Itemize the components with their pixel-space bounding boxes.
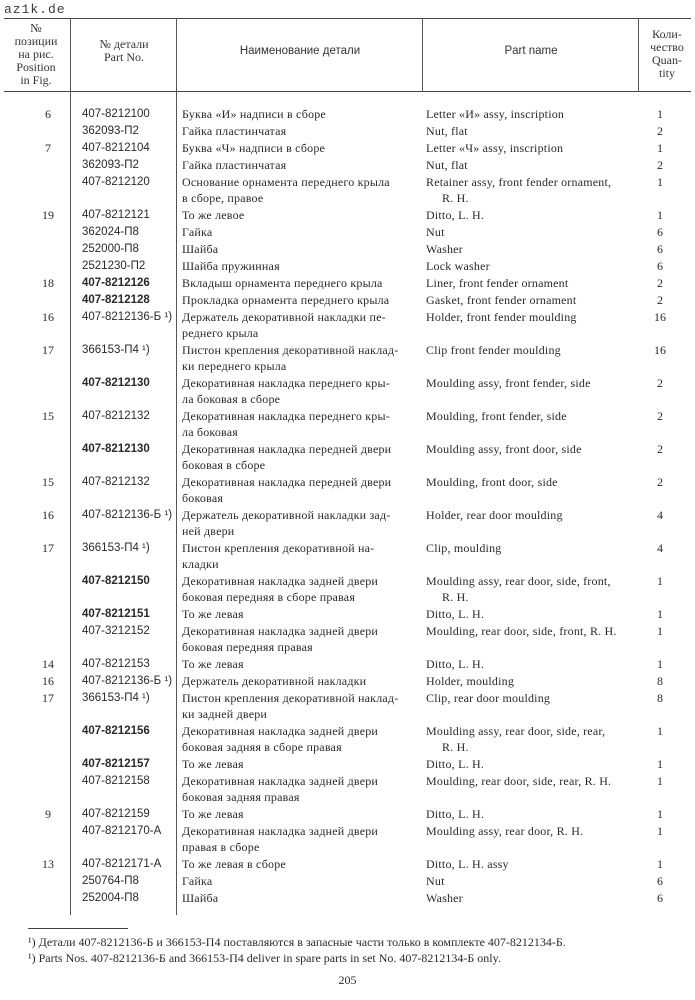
table-row [0,375,695,407]
part-name-ru-line: Держатель декоративной накладки [182,674,367,688]
part-number: 366153-П4 ¹) [82,692,150,704]
part-name-ru [182,673,418,689]
table-row [0,823,695,855]
part-name-ru [182,258,418,274]
part-name-ru [182,309,418,341]
table-row [0,106,695,122]
part-name-en-line: R. H. [442,590,469,604]
part-name-ru-line: Гайка пластинчатая [182,124,287,138]
part-name-ru-line: Пистон крепления декоративной на- [182,541,375,555]
footnote-ru: ¹) Детали 407-8212136-Б и 366153-П4 поставляются в запасные части только в комплекте 407-8212134-Б. [28,935,566,949]
table-row [0,207,695,223]
part-name-ru-line: То же левая в сборе [182,857,286,871]
part-name-ru [182,275,418,291]
footnote-rule [28,928,128,929]
position-number: 17 [42,691,54,705]
part-number: 362093-П2 [82,125,139,137]
part-name-en [426,823,644,839]
quantity: 1 [657,624,663,638]
part-name-ru-line: Буква «Ч» надписи в сборе [182,141,326,155]
position-number: 17 [42,541,54,555]
part-name-ru [182,375,418,407]
part-name-ru-line: То же левая [182,757,244,771]
part-name-en-line: Lock washer [426,259,490,273]
table-row [0,756,695,772]
part-name-en-line: Ditto, L. H. [426,807,485,821]
quantity: 2 [657,376,663,390]
part-name-ru [182,856,418,872]
part-name-ru [182,207,418,223]
quantity: 1 [657,657,663,671]
position-number: 15 [42,409,54,423]
part-name-en [426,258,644,274]
quantity: 2 [657,124,663,138]
part-name-ru [182,408,418,440]
table-row [0,258,695,274]
part-name-ru-line: в сборе, правое [182,191,264,205]
part-name-en [426,474,644,490]
part-number: 407-8212150 [82,575,150,587]
quantity: 1 [657,857,663,871]
part-number: 407-8212126 [82,277,150,289]
part-name-en-line: Nut [426,874,445,888]
header-ru-name: Наименование детали [239,45,361,57]
quantity: 1 [657,807,663,821]
part-number: 407-8212159 [82,808,150,820]
part-name-ru-line: Декоративная накладка передней двери [182,442,392,456]
part-name-en [426,606,644,622]
part-number: 407-8212132 [82,476,150,488]
part-name-en [426,292,644,308]
part-name-ru-line: кладки [182,557,219,571]
part-number: 407-8212128 [82,294,150,306]
part-name-ru [182,806,418,822]
part-name-en-line: Washer [426,891,463,905]
part-number: 407-3212152 [82,625,150,637]
part-name-en [426,890,644,906]
part-name-ru-line: Пистон крепления декоративной наклад- [182,691,399,705]
part-name-en-line: Moulding, rear door, side, rear, R. H. [426,774,612,788]
quantity: 4 [657,508,663,522]
part-name-ru [182,723,418,755]
quantity: 2 [657,409,663,423]
part-number: 407-8212136-Б ¹) [82,509,173,521]
part-name-en [426,174,644,206]
part-name-en-line: Moulding, rear door, side, front, R. H. [426,624,617,638]
quantity: 1 [657,824,663,838]
quantity: 2 [657,475,663,489]
part-name-ru-line: Декоративная накладка задней двери [182,574,379,588]
quantity: 6 [657,242,663,256]
quantity: 6 [657,259,663,273]
quantity: 8 [657,691,663,705]
position-number: 17 [42,343,54,357]
part-name-ru-line: боковая передняя в сборе правая [182,590,356,604]
part-name-ru-line: боковая задняя в сборе правая [182,740,342,754]
table-row [0,342,695,374]
part-number: 362024-П8 [82,226,139,238]
header-part-no: № детали Part No. [99,37,149,64]
part-name-en [426,723,644,755]
part-name-en-line: Liner, front fender ornament [426,276,569,290]
part-name-en-line: Washer [426,242,463,256]
part-name-ru [182,690,418,722]
part-name-en-line: Ditto, L. H. assy [426,857,509,871]
part-name-ru [182,507,418,539]
header-en-name: Part name [504,45,558,57]
part-name-en-line: Moulding assy, front fender, side [426,376,591,390]
part-number: 407-8212132 [82,410,150,422]
column-divider [70,18,71,92]
table-row [0,540,695,572]
part-number: 407-8212100 [82,108,150,120]
position-number: 16 [42,508,54,522]
part-name-ru [182,123,418,139]
part-name-ru-line: Буква «И» надписи в сборе [182,107,326,121]
part-name-ru-line: ней двери [182,524,235,538]
part-name-ru-line: Основание орнамента переднего крыла [182,175,390,189]
part-name-en-line: Nut, flat [426,158,468,172]
part-number: 407-8212157 [82,758,150,770]
table-row [0,606,695,622]
part-name-ru-line: То же левая [182,607,244,621]
quantity: 1 [657,175,663,189]
part-number: 407-8212136-Б ¹) [82,675,173,687]
part-number: 407-8212130 [82,443,150,455]
quantity: 1 [657,107,663,121]
part-name-ru [182,224,418,240]
part-name-ru [182,342,418,374]
part-name-en [426,673,644,689]
part-name-ru [182,241,418,257]
part-number: 407-8212171-А [82,858,162,870]
table-row [0,241,695,257]
part-name-en [426,441,644,457]
part-name-en-line: Holder, front fender moulding [426,310,577,324]
part-name-en-line: Nut [426,225,445,239]
part-number: 407-8212136-Б ¹) [82,311,173,323]
part-name-en [426,540,644,556]
table-row [0,275,695,291]
part-number: 407-8212153 [82,658,150,670]
quantity: 4 [657,541,663,555]
part-number: 252000-П8 [82,243,139,255]
quantity: 6 [657,891,663,905]
quantity: 6 [657,225,663,239]
part-name-ru-line: Декоративная накладка задней двери [182,774,379,788]
part-number: 362093-П2 [82,159,139,171]
part-number: 407-8212170-А [82,825,162,837]
part-number: 407-8212120 [82,176,150,188]
part-name-en-line: Clip front fender moulding [426,343,561,357]
part-number: 407-8212158 [82,775,150,787]
quantity: 1 [657,724,663,738]
part-name-en [426,690,644,706]
quantity: 6 [657,874,663,888]
table-row [0,773,695,805]
part-name-ru [182,606,418,622]
part-name-ru-line: боковая задняя правая [182,790,300,804]
part-name-en [426,756,644,772]
part-name-en-line: Moulding, front door, side [426,475,558,489]
part-name-ru-line: Прокладка орнамента переднего крыла [182,293,390,307]
table-row [0,690,695,722]
part-name-ru-line: Вкладыш орнамента переднего крыла [182,276,383,290]
part-number: 366153-П4 ¹) [82,344,150,356]
table-row [0,656,695,672]
table-row [0,441,695,473]
table-row [0,408,695,440]
column-divider [638,18,639,92]
table-row [0,623,695,655]
quantity: 2 [657,442,663,456]
table-row [0,309,695,341]
part-name-ru [182,656,418,672]
part-name-ru-line: Шайба пружинная [182,259,280,273]
part-name-en [426,106,644,122]
part-name-ru-line: реднего крыла [182,326,259,340]
part-name-ru-line: боковая передняя правая [182,640,313,654]
page-number: 205 [338,973,357,987]
part-name-ru-line: Гайка [182,874,213,888]
part-name-en-line: Clip, rear door moulding [426,691,551,705]
position-number: 16 [42,310,54,324]
part-name-en [426,275,644,291]
part-name-en [426,656,644,672]
part-name-ru-line: Декоративная накладка задней двери [182,724,379,738]
quantity: 16 [654,310,666,324]
position-number: 7 [45,141,51,155]
part-name-en-line: R. H. [442,740,469,754]
part-name-en-line: Ditto, L. H. [426,657,485,671]
table-row [0,723,695,755]
part-name-ru [182,441,418,473]
column-divider [422,18,423,92]
quantity: 2 [657,293,663,307]
watermark: az1k.de [4,2,66,17]
quantity: 8 [657,674,663,688]
part-name-en [426,623,644,639]
quantity: 1 [657,774,663,788]
header-bottom-rule [4,91,691,92]
part-name-ru [182,623,418,655]
part-name-en [426,806,644,822]
table-row [0,573,695,605]
table-row [0,806,695,822]
part-name-en-line: Letter «Ч» assy, inscription [426,141,564,155]
quantity: 1 [657,574,663,588]
part-name-ru-line: боковая в сборе [182,458,266,472]
part-name-en [426,573,644,605]
table-row [0,174,695,206]
quantity: 1 [657,757,663,771]
part-name-ru-line: Декоративная накладка задней двери [182,824,379,838]
part-name-ru [182,140,418,156]
part-name-ru [182,823,418,855]
part-name-en [426,507,644,523]
part-name-ru [182,157,418,173]
part-name-en [426,773,644,789]
table-row [0,856,695,872]
quantity: 2 [657,276,663,290]
part-name-en [426,207,644,223]
part-number: 366153-П4 ¹) [82,542,150,554]
table-row [0,890,695,906]
position-number: 13 [42,857,54,871]
part-name-en-line: Nut, flat [426,124,468,138]
part-name-en-line: Holder, rear door moulding [426,508,563,522]
part-name-ru-line: Гайка [182,225,213,239]
part-name-en [426,241,644,257]
part-name-ru [182,292,418,308]
part-name-en-line: Letter «И» assy, inscription [426,107,565,121]
table-row [0,140,695,156]
table-row [0,673,695,689]
part-name-ru [182,873,418,889]
part-name-ru [182,573,418,605]
part-name-en [426,856,644,872]
part-name-en [426,342,644,358]
quantity: 1 [657,607,663,621]
part-number: 2521230-П2 [82,260,146,272]
position-number: 6 [45,107,51,121]
part-name-ru-line: Декоративная накладка переднего кры- [182,376,390,390]
part-name-ru-line: Держатель декоративной накладки зад- [182,508,391,522]
quantity: 1 [657,141,663,155]
part-number: 407-8212130 [82,377,150,389]
part-name-en [426,309,644,325]
part-name-en-line: Ditto, L. H. [426,208,485,222]
part-number: 407-8212156 [82,725,150,737]
part-name-ru [182,756,418,772]
part-name-en-line: Clip, moulding [426,541,502,555]
part-name-ru-line: То же левая [182,657,244,671]
part-name-en-line: Moulding assy, rear door, side, rear, [426,724,606,738]
position-number: 19 [42,208,54,222]
part-name-ru-line: То же левое [182,208,245,222]
part-name-ru-line: То же левая [182,807,244,821]
part-name-ru-line: правая в сборе [182,840,260,854]
table-row [0,474,695,506]
part-name-ru-line: Шайба [182,242,219,256]
part-name-ru-line: Декоративная накладка передней двери [182,475,392,489]
part-name-ru-line: Пистон крепления декоративной наклад- [182,343,399,357]
part-name-en [426,873,644,889]
part-name-ru [182,474,418,506]
position-number: 9 [45,807,51,821]
part-name-ru [182,890,418,906]
part-name-en [426,408,644,424]
part-name-ru-line: Держатель декоративной накладки пе- [182,310,386,324]
part-number: 407-8212121 [82,209,150,221]
part-name-en [426,375,644,391]
quantity: 1 [657,208,663,222]
part-name-en-line: Ditto, L. H. [426,607,485,621]
part-name-en [426,224,644,240]
part-name-ru [182,106,418,122]
part-number: 250764-П8 [82,875,139,887]
header-quantity: Коли- чество Quan- tity [650,27,684,80]
part-number: 407-8212104 [82,142,150,154]
position-number: 18 [42,276,54,290]
table-row [0,507,695,539]
header-position: № позиции на рис. Position in Fig. [14,21,58,87]
part-name-en-line: Retainer assy, front fender ornament, [426,175,612,189]
part-name-ru-line: ла боковая в сборе [182,392,281,406]
part-number: 407-8212151 [82,608,150,620]
part-name-ru [182,540,418,572]
part-number: 252004-П8 [82,892,139,904]
table-row [0,292,695,308]
quantity: 16 [654,343,666,357]
footnote-en: ¹) Parts Nos. 407-8212136-Б and 366153-П4 deliver in spare parts in set No. 407-8212134-Б only. [28,951,501,965]
header-top-rule [4,18,691,19]
column-divider [176,18,177,92]
part-name-en-line: Moulding assy, front door, side [426,442,582,456]
part-name-ru-line: ла боковая [182,425,238,439]
part-name-en-line: Moulding assy, rear door, R. H. [426,824,584,838]
part-name-en-line: Moulding, front fender, side [426,409,567,423]
part-name-ru-line: ки переднего крыла [182,359,287,373]
table-row [0,873,695,889]
part-name-en [426,140,644,156]
part-name-ru-line: боковая [182,491,224,505]
part-name-en-line: Moulding assy, rear door, side, front, [426,574,611,588]
position-number: 16 [42,674,54,688]
part-name-ru-line: ки задней двери [182,707,268,721]
part-name-en [426,123,644,139]
part-name-ru-line: Декоративная накладка задней двери [182,624,379,638]
table-row [0,157,695,173]
part-name-en-line: Holder, moulding [426,674,515,688]
table-header [0,18,695,92]
part-name-en-line: Ditto, L. H. [426,757,485,771]
table-row [0,123,695,139]
part-name-ru [182,773,418,805]
part-name-ru [182,174,418,206]
part-name-en-line: R. H. [442,191,469,205]
part-name-en [426,157,644,173]
part-name-en-line: Gasket, front fender ornament [426,293,577,307]
part-name-ru-line: Декоративная накладка переднего кры- [182,409,390,423]
part-name-ru-line: Гайка пластинчатая [182,158,287,172]
position-number: 14 [42,657,54,671]
quantity: 2 [657,158,663,172]
part-name-ru-line: Шайба [182,891,219,905]
position-number: 15 [42,475,54,489]
table-row [0,224,695,240]
